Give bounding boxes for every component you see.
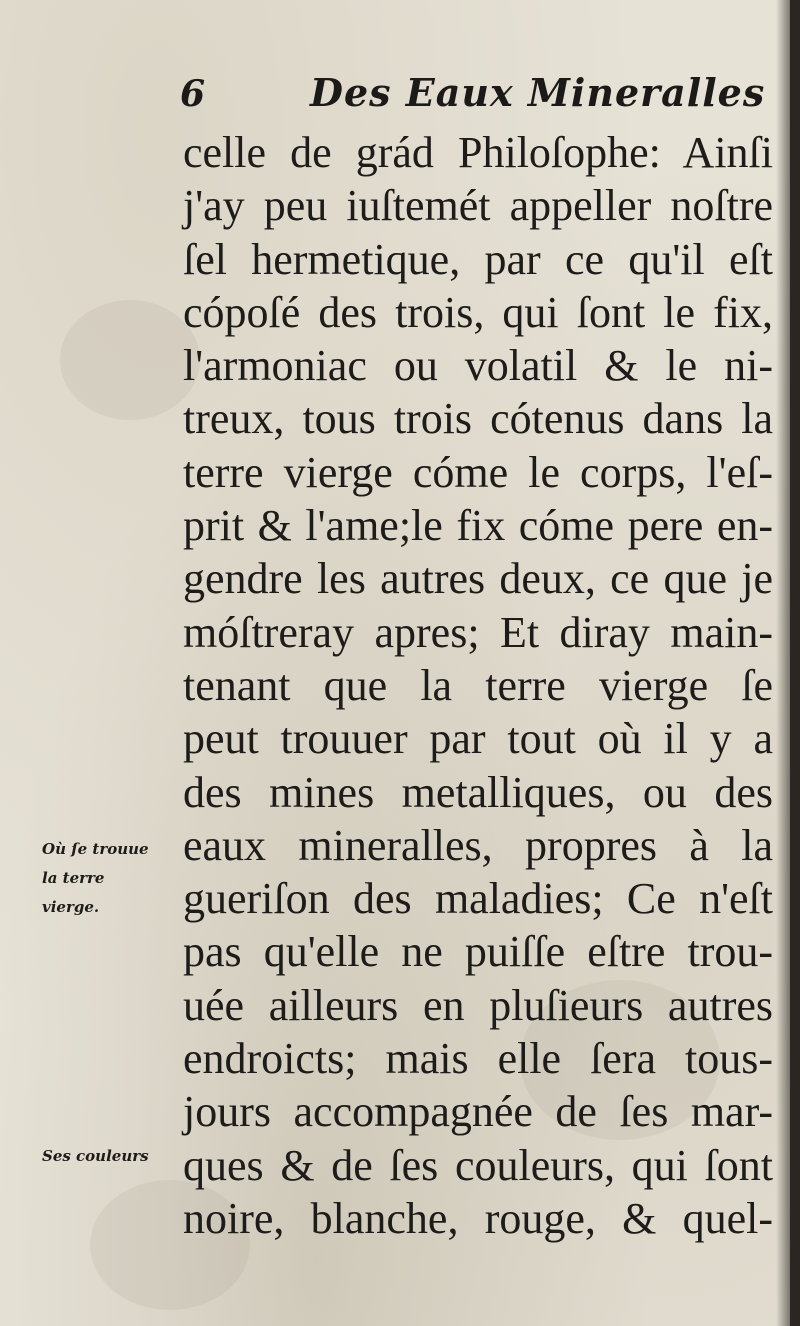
text-line: jours accompagnée de ſes mar-: [183, 1087, 773, 1137]
paper-stain: [60, 300, 200, 420]
text-line: móſtreray apres; Et diray main-: [183, 607, 773, 657]
text-line: cópoſé des trois, qui ſont le fix,: [183, 287, 773, 337]
page-edge-shadow: [776, 0, 790, 1326]
margin-note-line: Ses couleurs: [42, 1147, 149, 1165]
text-line: l'armoniac ou volatil & le ni-: [183, 341, 773, 391]
text-line: noire, blanche, rouge, & quel-: [183, 1193, 773, 1243]
text-line: ques & de ſes couleurs, qui ſont: [183, 1140, 773, 1190]
margin-note: [42, 1142, 149, 1171]
margin-note-line: la terre: [42, 869, 105, 887]
text-line: pas qu'elle ne puiſſe eſtre trou-: [183, 927, 773, 977]
text-line: terre vierge cóme le corps, l'eſ-: [183, 447, 773, 497]
text-line: gueriſon des maladies; Ce n'eſt: [183, 874, 773, 924]
text-line: celle de grád Philoſophe: Ainſi: [183, 128, 773, 177]
text-line: uée ailleurs en pluſieurs autres: [183, 980, 773, 1030]
text-line: treux, tous trois cótenus dans la: [183, 394, 773, 444]
text-line: eaux mineralles, propres à la: [183, 820, 773, 870]
text-line: peut trouuer par tout où il y a: [183, 714, 773, 764]
running-head: [180, 70, 765, 122]
text-line: des mines metalliques, ou des: [183, 767, 773, 817]
text-line: j'ay peu iuſtemét appeller noſtre: [183, 181, 773, 231]
text-line: tenant que la terre vierge ſe: [183, 660, 773, 710]
margin-note: [42, 835, 149, 922]
text-line: ſel hermetique, par ce qu'il eſt: [183, 234, 773, 284]
body-text: [183, 126, 773, 1245]
text-line: prit & l'ame;le fix cóme pere en-: [183, 501, 773, 551]
margin-note-line: Où ſe trouue: [42, 840, 149, 858]
page-number: 6: [180, 73, 206, 115]
text-line: gendre les autres deux, ce que je: [183, 554, 773, 604]
running-title: Des Eaux Mineralles: [310, 70, 766, 115]
text-line: endroicts; mais elle ſera tous-: [183, 1034, 773, 1084]
margin-note-line: vierge.: [42, 898, 100, 916]
